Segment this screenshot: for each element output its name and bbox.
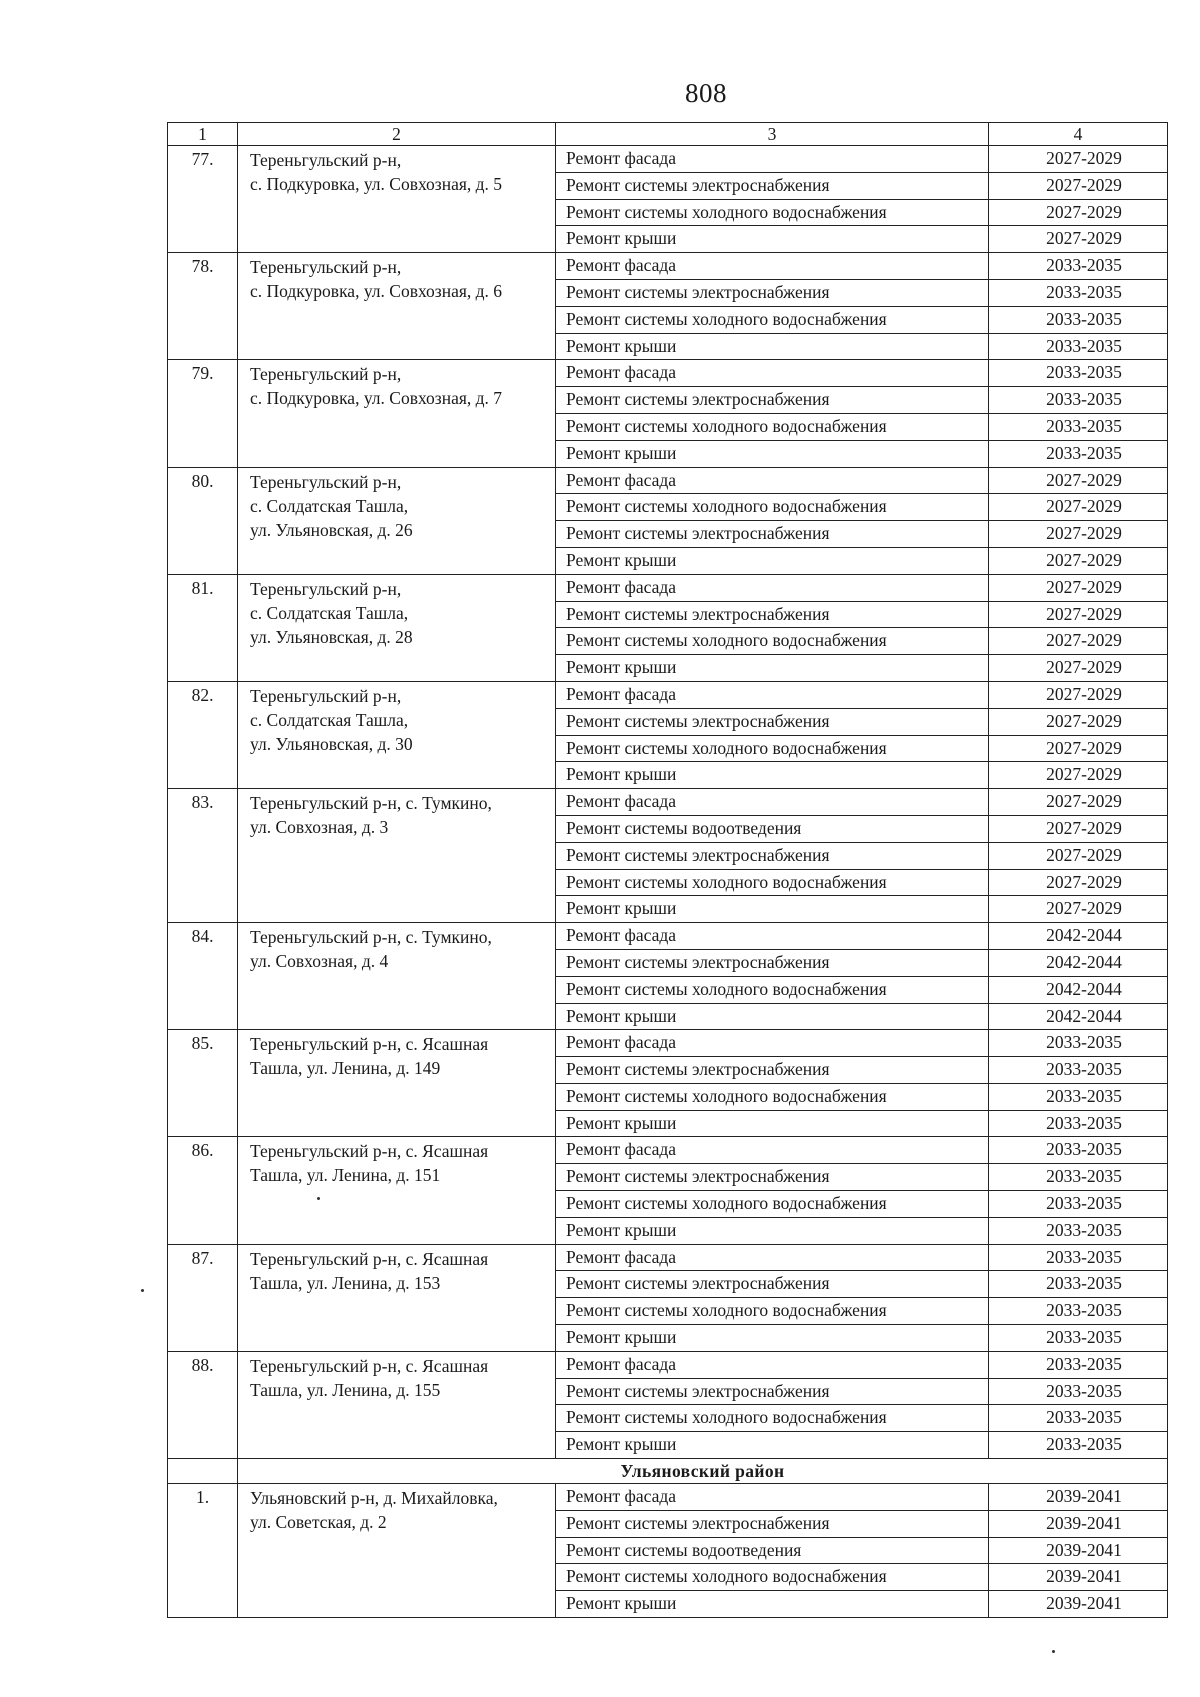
address-line: Тереньгульский р-н, с. Ясашная [250,1355,489,1376]
work-period: 2027-2029 [989,547,1168,574]
work-period: 2039-2041 [989,1484,1168,1511]
work-period: 2027-2029 [989,146,1168,173]
entry-number: 84. [168,923,238,1030]
work-period: 2033-2035 [989,413,1168,440]
work-type: Ремонт системы холодного водоснабжения [556,1191,989,1218]
entry-number: 78. [168,253,238,360]
work-type: Ремонт крыши [556,1325,989,1352]
work-type: Ремонт крыши [556,226,989,253]
work-type: Ремонт системы холодного водоснабжения [556,735,989,762]
work-period: 2027-2029 [989,172,1168,199]
entry-address [238,1351,556,1458]
address-line: Тереньгульский р-н, [250,685,402,706]
entry-number: 79. [168,360,238,467]
address-line: Тереньгульский р-н, с. Тумкино, [250,793,492,814]
table-row [168,923,1168,950]
address-line: Тереньгульский р-н, с. Ясашная [250,1248,489,1269]
address-line: с. Подкуровка, ул. Совхозная, д. 7 [250,388,503,409]
address-line: с. Солдатская Ташла, [250,709,409,730]
entry-number: 87. [168,1244,238,1351]
work-type: Ремонт крыши [556,1217,989,1244]
column-header-2: 2 [238,123,556,146]
work-type: Ремонт крыши [556,547,989,574]
work-period: 2033-2035 [989,440,1168,467]
work-type: Ремонт системы электроснабжения [556,601,989,628]
work-period: 2033-2035 [989,1244,1168,1271]
entry-address [238,360,556,467]
entry-number: 88. [168,1351,238,1458]
district-row-number-cell [168,1459,238,1484]
work-type: Ремонт крыши [556,896,989,923]
entry-address [238,146,556,253]
address-line: Ульяновский р-н, д. Михайловка, [250,1488,498,1509]
work-period: 2039-2041 [989,1537,1168,1564]
work-type: Ремонт фасада [556,1484,989,1511]
work-type: Ремонт системы холодного водоснабжения [556,1405,989,1432]
address-line: с. Солдатская Ташла, [250,495,409,516]
work-period: 2027-2029 [989,815,1168,842]
table-row [168,1351,1168,1378]
work-type: Ремонт системы электроснабжения [556,842,989,869]
work-type: Ремонт фасада [556,1351,989,1378]
work-type: Ремонт системы электроснабжения [556,708,989,735]
table-row [168,146,1168,173]
work-type: Ремонт крыши [556,440,989,467]
address-line: Ташла, ул. Ленина, д. 155 [250,1379,441,1400]
work-type: Ремонт системы электроснабжения [556,521,989,548]
address-line: Тереньгульский р-н, [250,471,402,492]
work-type: Ремонт фасада [556,923,989,950]
entry-number: 85. [168,1030,238,1137]
work-period: 2039-2041 [989,1510,1168,1537]
work-period: 2033-2035 [989,333,1168,360]
table-header [168,123,1168,146]
entry-address [238,1030,556,1137]
work-period: 2027-2029 [989,681,1168,708]
district-title: Ульяновский район [238,1459,1168,1484]
table-row [168,467,1168,494]
work-type: Ремонт крыши [556,1003,989,1030]
table-row [168,253,1168,280]
work-period: 2033-2035 [989,1271,1168,1298]
address-line: Ташла, ул. Ленина, д. 149 [250,1058,441,1079]
entry-address [238,1137,556,1244]
address-line: ул. Ульяновская, д. 28 [250,626,413,647]
address-line: с. Подкуровка, ул. Совхозная, д. 5 [250,174,503,194]
entry-address [238,681,556,788]
work-type: Ремонт системы электроснабжения [556,1164,989,1191]
table-row [168,574,1168,601]
repair-schedule-table [167,122,1168,1618]
work-type: Ремонт крыши [556,1110,989,1137]
work-type: Ремонт системы электроснабжения [556,387,989,414]
table-row [168,1244,1168,1271]
address-line: Ташла, ул. Ленина, д. 151 [250,1165,441,1186]
work-type: Ремонт системы электроснабжения [556,172,989,199]
column-header-1: 1 [168,123,238,146]
work-period: 2033-2035 [989,1325,1168,1352]
entry-number: 82. [168,681,238,788]
work-type: Ремонт фасада [556,789,989,816]
work-period: 2033-2035 [989,1057,1168,1084]
work-period: 2027-2029 [989,628,1168,655]
address-line: ул. Ульяновская, д. 30 [250,733,413,754]
work-period: 2033-2035 [989,1083,1168,1110]
address-line: Тереньгульский р-н, [250,150,402,170]
table-row [168,789,1168,816]
address-line: Тереньгульский р-н, [250,364,402,385]
work-period: 2042-2044 [989,923,1168,950]
scan-speck [141,1289,144,1292]
entry-address [238,467,556,574]
work-period: 2027-2029 [989,762,1168,789]
work-type: Ремонт системы водоотведения [556,1537,989,1564]
entry-number: 83. [168,789,238,923]
address-line: с. Подкуровка, ул. Совхозная, д. 6 [250,281,503,302]
work-period: 2039-2041 [989,1591,1168,1618]
work-period: 2042-2044 [989,1003,1168,1030]
entry-address [238,789,556,923]
work-period: 2033-2035 [989,1137,1168,1164]
work-period: 2027-2029 [989,601,1168,628]
table-row [168,681,1168,708]
entry-number: 77. [168,146,238,253]
address-line: ул. Совхозная, д. 3 [250,817,389,838]
table-body [168,146,1168,1618]
work-period: 2033-2035 [989,306,1168,333]
work-type: Ремонт фасада [556,574,989,601]
work-period: 2033-2035 [989,1298,1168,1325]
work-period: 2027-2029 [989,896,1168,923]
work-period: 2027-2029 [989,708,1168,735]
work-type: Ремонт системы холодного водоснабжения [556,199,989,226]
work-type: Ремонт системы холодного водоснабжения [556,1564,989,1591]
work-type: Ремонт крыши [556,1591,989,1618]
work-type: Ремонт системы холодного водоснабжения [556,306,989,333]
work-type: Ремонт системы холодного водоснабжения [556,976,989,1003]
work-period: 2027-2029 [989,869,1168,896]
entry-address [238,1484,556,1618]
work-type: Ремонт системы холодного водоснабжения [556,869,989,896]
work-type: Ремонт системы холодного водоснабжения [556,494,989,521]
work-type: Ремонт крыши [556,333,989,360]
work-type: Ремонт системы электроснабжения [556,949,989,976]
work-period: 2027-2029 [989,842,1168,869]
work-type: Ремонт фасада [556,681,989,708]
address-line: Тереньгульский р-н, с. Ясашная [250,1034,489,1055]
work-period: 2033-2035 [989,1351,1168,1378]
work-period: 2033-2035 [989,1432,1168,1459]
column-header-3: 3 [556,123,989,146]
work-period: 2042-2044 [989,949,1168,976]
work-type: Ремонт системы электроснабжения [556,1057,989,1084]
work-type: Ремонт системы электроснабжения [556,1378,989,1405]
address-line: ул. Советская, д. 2 [250,1512,387,1533]
work-type: Ремонт фасада [556,146,989,173]
work-type: Ремонт фасада [556,253,989,280]
address-line: Ташла, ул. Ленина, д. 153 [250,1272,441,1293]
work-type: Ремонт системы холодного водоснабжения [556,1083,989,1110]
entry-number: 80. [168,467,238,574]
entry-address [238,923,556,1030]
work-period: 2027-2029 [989,226,1168,253]
work-type: Ремонт системы холодного водоснабжения [556,413,989,440]
work-type: Ремонт фасада [556,1137,989,1164]
work-type: Ремонт фасада [556,1244,989,1271]
address-line: ул. Совхозная, д. 4 [250,951,389,972]
work-period: 2033-2035 [989,360,1168,387]
work-period: 2027-2029 [989,199,1168,226]
entry-address [238,253,556,360]
entry-number: 81. [168,574,238,681]
work-type: Ремонт системы электроснабжения [556,1271,989,1298]
column-header-4: 4 [989,123,1168,146]
work-type: Ремонт фасада [556,360,989,387]
table-row [168,1030,1168,1057]
work-period: 2033-2035 [989,1217,1168,1244]
table-row [168,1137,1168,1164]
entry-number: 1. [168,1484,238,1618]
entry-address [238,1244,556,1351]
address-line: с. Солдатская Ташла, [250,602,409,623]
entry-address [238,574,556,681]
work-period: 2033-2035 [989,253,1168,280]
work-type: Ремонт системы водоотведения [556,815,989,842]
work-period: 2033-2035 [989,387,1168,414]
work-period: 2039-2041 [989,1564,1168,1591]
work-period: 2033-2035 [989,1030,1168,1057]
work-period: 2033-2035 [989,1164,1168,1191]
entry-number: 86. [168,1137,238,1244]
work-type: Ремонт крыши [556,1432,989,1459]
work-type: Ремонт крыши [556,762,989,789]
header-row [168,123,1168,146]
work-type: Ремонт фасада [556,1030,989,1057]
address-line: Тереньгульский р-н, [250,578,402,599]
work-type: Ремонт системы холодного водоснабжения [556,1298,989,1325]
work-period: 2027-2029 [989,467,1168,494]
scan-speck [1052,1650,1055,1653]
work-period: 2033-2035 [989,1378,1168,1405]
work-period: 2027-2029 [989,521,1168,548]
address-line: Тереньгульский р-н, с. Ясашная [250,1141,489,1162]
address-line: Тереньгульский р-н, с. Тумкино, [250,927,492,948]
work-period: 2033-2035 [989,1405,1168,1432]
work-period: 2027-2029 [989,735,1168,762]
page-number: 808 [685,78,727,108]
address-line: ул. Ульяновская, д. 26 [250,519,413,540]
table-row [168,1484,1168,1511]
scan-speck [317,1197,320,1200]
district-row [168,1459,1168,1484]
work-type: Ремонт системы электроснабжения [556,1510,989,1537]
work-period: 2033-2035 [989,1191,1168,1218]
work-period: 2042-2044 [989,976,1168,1003]
work-period: 2027-2029 [989,655,1168,682]
work-type: Ремонт системы электроснабжения [556,279,989,306]
work-period: 2027-2029 [989,494,1168,521]
work-period: 2033-2035 [989,1110,1168,1137]
work-type: Ремонт системы холодного водоснабжения [556,628,989,655]
table-row [168,360,1168,387]
work-type: Ремонт фасада [556,467,989,494]
work-period: 2033-2035 [989,279,1168,306]
work-period: 2027-2029 [989,789,1168,816]
address-line: Тереньгульский р-н, [250,257,402,278]
work-type: Ремонт крыши [556,655,989,682]
work-period: 2027-2029 [989,574,1168,601]
